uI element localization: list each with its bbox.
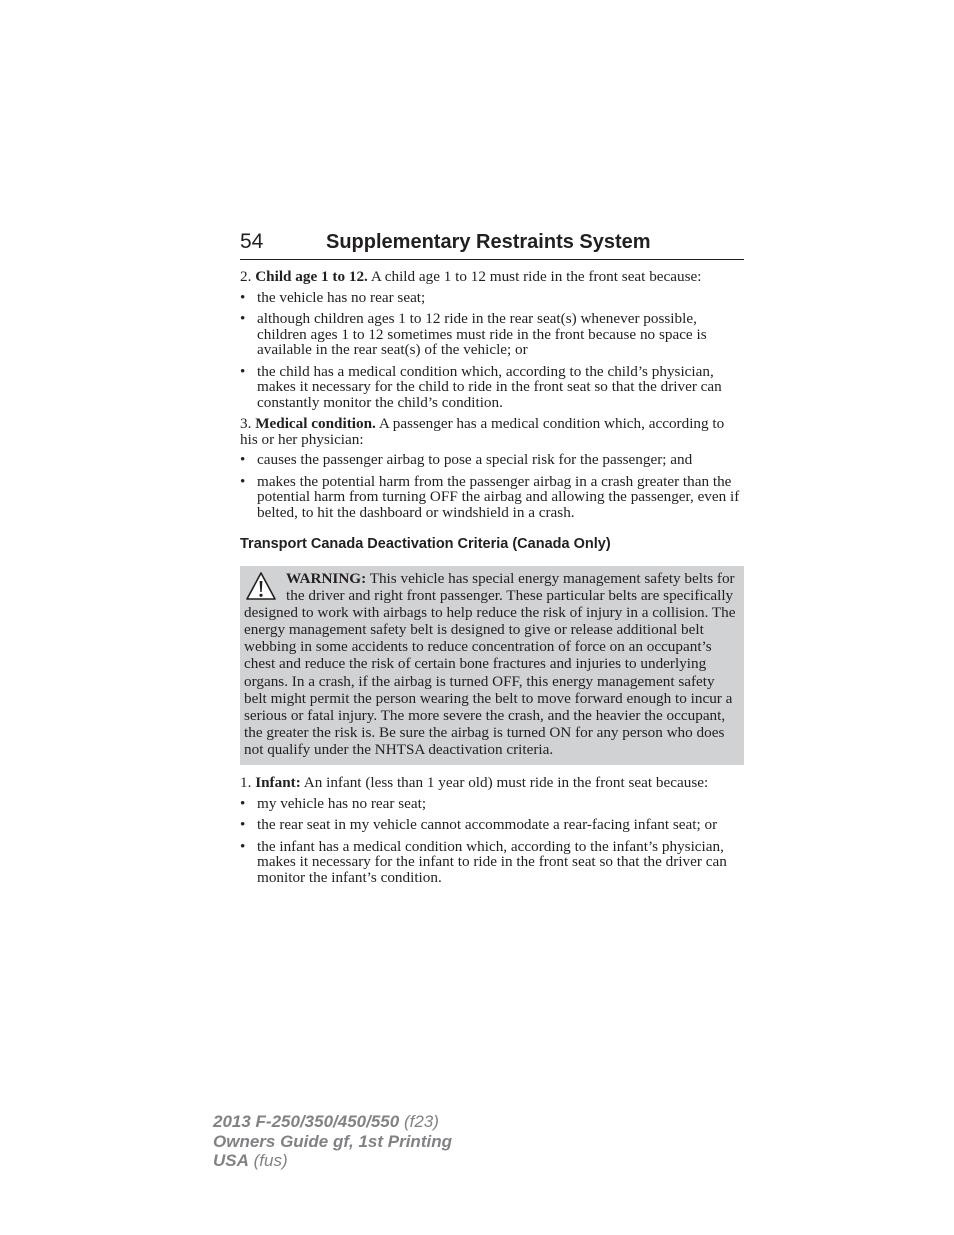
list-item-text: causes the passenger airbag to pose a special risk for the passenger; and	[257, 451, 693, 468]
bullet-icon: •	[240, 362, 246, 380]
list-item	[240, 290, 744, 306]
warning-label: WARNING:	[286, 570, 367, 587]
page-number: 54	[240, 230, 264, 253]
item-number: 3.	[240, 415, 252, 432]
bullet-icon: •	[240, 837, 246, 855]
footer-model: 2013 F-250/350/450/550	[213, 1112, 400, 1131]
paragraph-infant	[240, 775, 744, 791]
list-item-text: although children ages 1 to 12 ride in the rear seat(s) whenever possible, children ages 1 to 12 sometimes must ride in the front because no space is available in the rear seat(s) of the vehicle; or	[257, 310, 707, 358]
list-item-text: the vehicle has no rear seat;	[257, 288, 426, 306]
list-item-text: the child has a medical condition which, according to the child’s physician, makes it necessary for the child to ride in the front seat so that the driver can constantly monitor the child’s condition.	[257, 362, 722, 411]
list-item	[240, 364, 744, 411]
warning-text: This vehicle has special energy management safety belts for the driver and right front passenger. These particular belts are specifically designed to work with airbags to help reduce the risk of injury in a collision. The energy management safety belt is designed to give or release additional belt webbing in some accidents to reduce concentration of force on an occupant’s chest and reduce the risk of certain bone fractures and injuries to underlying organs. In a crash, if the airbag is turned OFF, this energy management safety belt might permit the person wearing the belt to move forward enough to incur a serious or fatal injury. The more severe the crash, and the heavier the occupant, the greater the risk is. Be sure the airbag is turned ON for any person who does not qualify under the NHTSA deactivation criteria.	[244, 570, 736, 758]
list-item-text: the infant has a medical condition which, according to the infant’s physician, makes it necessary for the infant to ride in the front seat so that the driver can monitor the infant’s condition.	[257, 837, 727, 886]
list-item-text: the rear seat in my vehicle cannot accommodate a rear-facing infant seat; or	[257, 816, 718, 834]
item-label: Medical condition.	[255, 415, 376, 432]
footer-region: USA	[213, 1151, 249, 1170]
list-item	[240, 311, 744, 358]
bullet-icon: •	[240, 310, 246, 327]
list-item-text: my vehicle has no rear seat;	[257, 794, 427, 812]
footer-line-guide	[213, 1132, 452, 1152]
bullet-icon: •	[240, 288, 246, 306]
item-label: Child age 1 to 12.	[255, 268, 368, 285]
page-footer	[213, 1112, 452, 1171]
item-text: A child age 1 to 12 must ride in the front seat because:	[370, 268, 702, 285]
section-title: Supplementary Restraints System	[326, 231, 651, 253]
bullet-icon: •	[240, 451, 246, 468]
page-header	[240, 229, 744, 260]
footer-model-code: (f23)	[403, 1112, 439, 1131]
item-text: An infant (less than 1 year old) must ride in the front seat because:	[303, 774, 709, 792]
warning-box	[240, 566, 744, 765]
bullet-icon: •	[240, 472, 246, 490]
list-item	[240, 796, 744, 812]
page-content	[240, 269, 744, 891]
list-item	[240, 839, 744, 886]
paragraph-medical-condition	[240, 416, 744, 447]
warning-triangle-icon	[244, 570, 278, 604]
list-item-text: makes the potential harm from the passenger airbag in a crash greater than the potential harm from turning OFF the airbag and allowing the passenger, even if belted, to hit the dashboard or windshield in a crash.	[257, 472, 740, 521]
footer-guide: Owners Guide gf, 1st Printing	[213, 1131, 452, 1151]
paragraph-child-age	[240, 269, 744, 285]
item-number: 2.	[240, 268, 252, 285]
item-label: Infant:	[255, 774, 301, 792]
item-text: A passenger has a medical condition which, according to his or her physician:	[240, 415, 725, 448]
item-number: 1.	[240, 774, 252, 792]
footer-line-model	[213, 1112, 452, 1132]
bullet-icon: •	[240, 794, 246, 812]
footer-line-region	[213, 1151, 452, 1171]
list-item	[240, 474, 744, 521]
subheading: Transport Canada Deactivation Criteria (Canada Only)	[240, 536, 611, 552]
list-item	[240, 452, 744, 468]
bullet-icon: •	[240, 816, 246, 834]
list-item	[240, 817, 744, 833]
footer-region-code: (fus)	[253, 1151, 288, 1170]
